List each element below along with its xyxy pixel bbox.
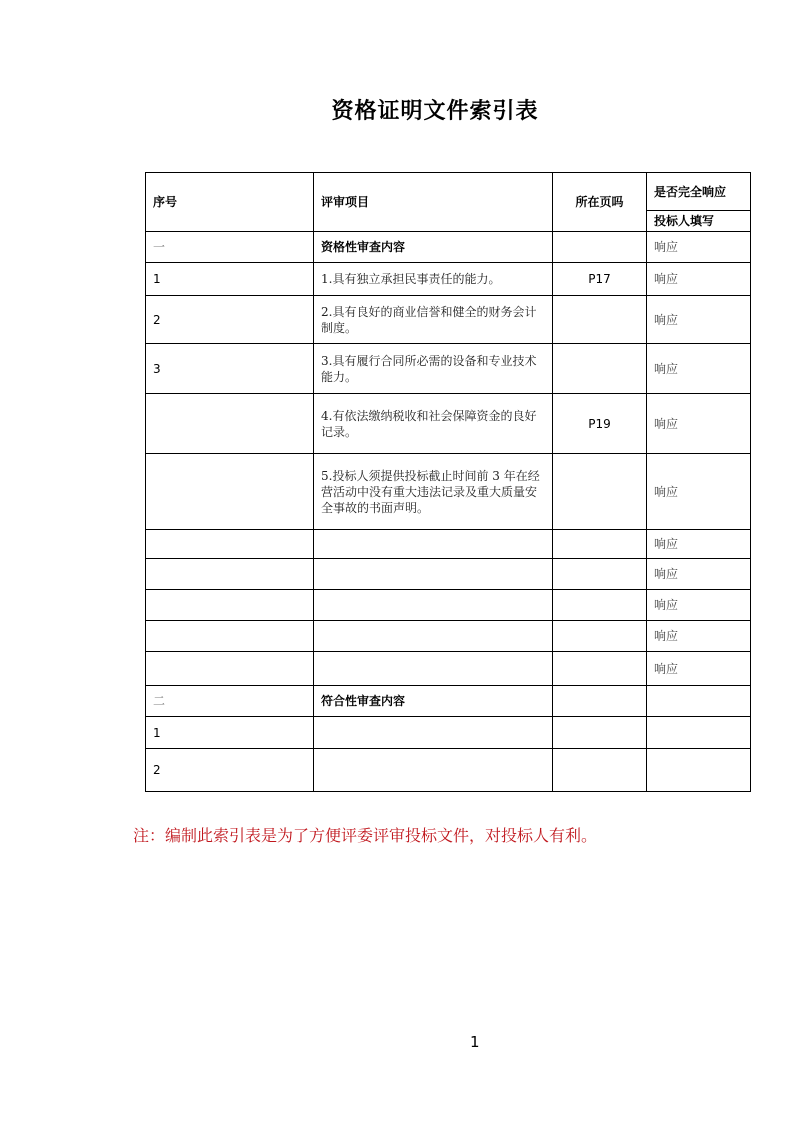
table-row [146, 454, 751, 530]
page-cell [553, 652, 647, 686]
response-cell: 响应 [647, 344, 751, 394]
seq-cell: 二 [146, 686, 314, 717]
item-cell: 3.具有履行合同所必需的设备和专业技术能力。 [314, 344, 553, 394]
seq-cell [146, 590, 314, 621]
page-cell [553, 621, 647, 652]
seq-cell: 2 [146, 296, 314, 344]
item-cell: 1.具有独立承担民事责任的能力。 [314, 263, 553, 296]
item-cell [314, 621, 553, 652]
table-row [146, 344, 751, 394]
seq-cell: 1 [146, 263, 314, 296]
response-cell: 响应 [647, 590, 751, 621]
seq-cell: 2 [146, 749, 314, 792]
response-cell [647, 686, 751, 717]
table-row [146, 263, 751, 296]
table-row [146, 717, 751, 749]
qualification-index-table [145, 172, 751, 792]
item-cell [314, 530, 553, 559]
header-page: 所在页吗 [553, 173, 647, 232]
header-response-filler: 投标人填写 [647, 211, 751, 232]
item-cell [314, 652, 553, 686]
item-cell: 5.投标人须提供投标截止时间前 3 年在经营活动中没有重大违法记录及重大质量安全事故的书面声明。 [314, 454, 553, 530]
page-number: 1 [470, 1033, 480, 1051]
page-cell [553, 590, 647, 621]
section-title: 符合性审查内容 [314, 686, 553, 717]
item-cell [314, 717, 553, 749]
response-cell: 响应 [647, 559, 751, 590]
response-cell: 响应 [647, 530, 751, 559]
item-cell [314, 749, 553, 792]
seq-cell: 一 [146, 232, 314, 263]
page-cell: P17 [553, 263, 647, 296]
header-response: 是否完全响应 [647, 173, 751, 211]
response-cell: 响应 [647, 652, 751, 686]
seq-cell: 1 [146, 717, 314, 749]
page-cell: P19 [553, 394, 647, 454]
seq-cell [146, 559, 314, 590]
table-row [146, 590, 751, 621]
page-cell [553, 717, 647, 749]
page-cell [553, 686, 647, 717]
section-row [146, 686, 751, 717]
page-title: 资格证明文件索引表 [331, 99, 539, 124]
response-cell: 响应 [647, 296, 751, 344]
section-title: 资格性审查内容 [314, 232, 553, 263]
table-row [146, 559, 751, 590]
seq-cell [146, 530, 314, 559]
item-cell: 2.具有良好的商业信誉和健全的财务会计制度。 [314, 296, 553, 344]
table-header-row [146, 173, 751, 211]
table-row [146, 621, 751, 652]
page-cell [553, 454, 647, 530]
footnote: 注：编制此索引表是为了方便评委评审投标文件，对投标人有利。 [133, 826, 598, 845]
seq-cell [146, 394, 314, 454]
page-cell [553, 749, 647, 792]
seq-cell [146, 652, 314, 686]
item-cell [314, 590, 553, 621]
response-cell: 响应 [647, 394, 751, 454]
page-cell [553, 559, 647, 590]
seq-cell [146, 621, 314, 652]
response-cell: 响应 [647, 232, 751, 263]
response-cell [647, 749, 751, 792]
item-cell [314, 559, 553, 590]
header-item: 评审项目 [314, 173, 553, 232]
seq-cell: 3 [146, 344, 314, 394]
table-row [146, 749, 751, 792]
table-row [146, 652, 751, 686]
section-row [146, 232, 751, 263]
page-cell [553, 232, 647, 263]
response-cell: 响应 [647, 454, 751, 530]
page-cell [553, 344, 647, 394]
header-seq: 序号 [146, 173, 314, 232]
response-cell: 响应 [647, 621, 751, 652]
response-cell: 响应 [647, 263, 751, 296]
table-row [146, 296, 751, 344]
table-row [146, 530, 751, 559]
item-cell: 4.有依法缴纳税收和社会保障资金的良好记录。 [314, 394, 553, 454]
response-cell [647, 717, 751, 749]
page-cell [553, 296, 647, 344]
seq-cell [146, 454, 314, 530]
page-cell [553, 530, 647, 559]
table-row [146, 394, 751, 454]
